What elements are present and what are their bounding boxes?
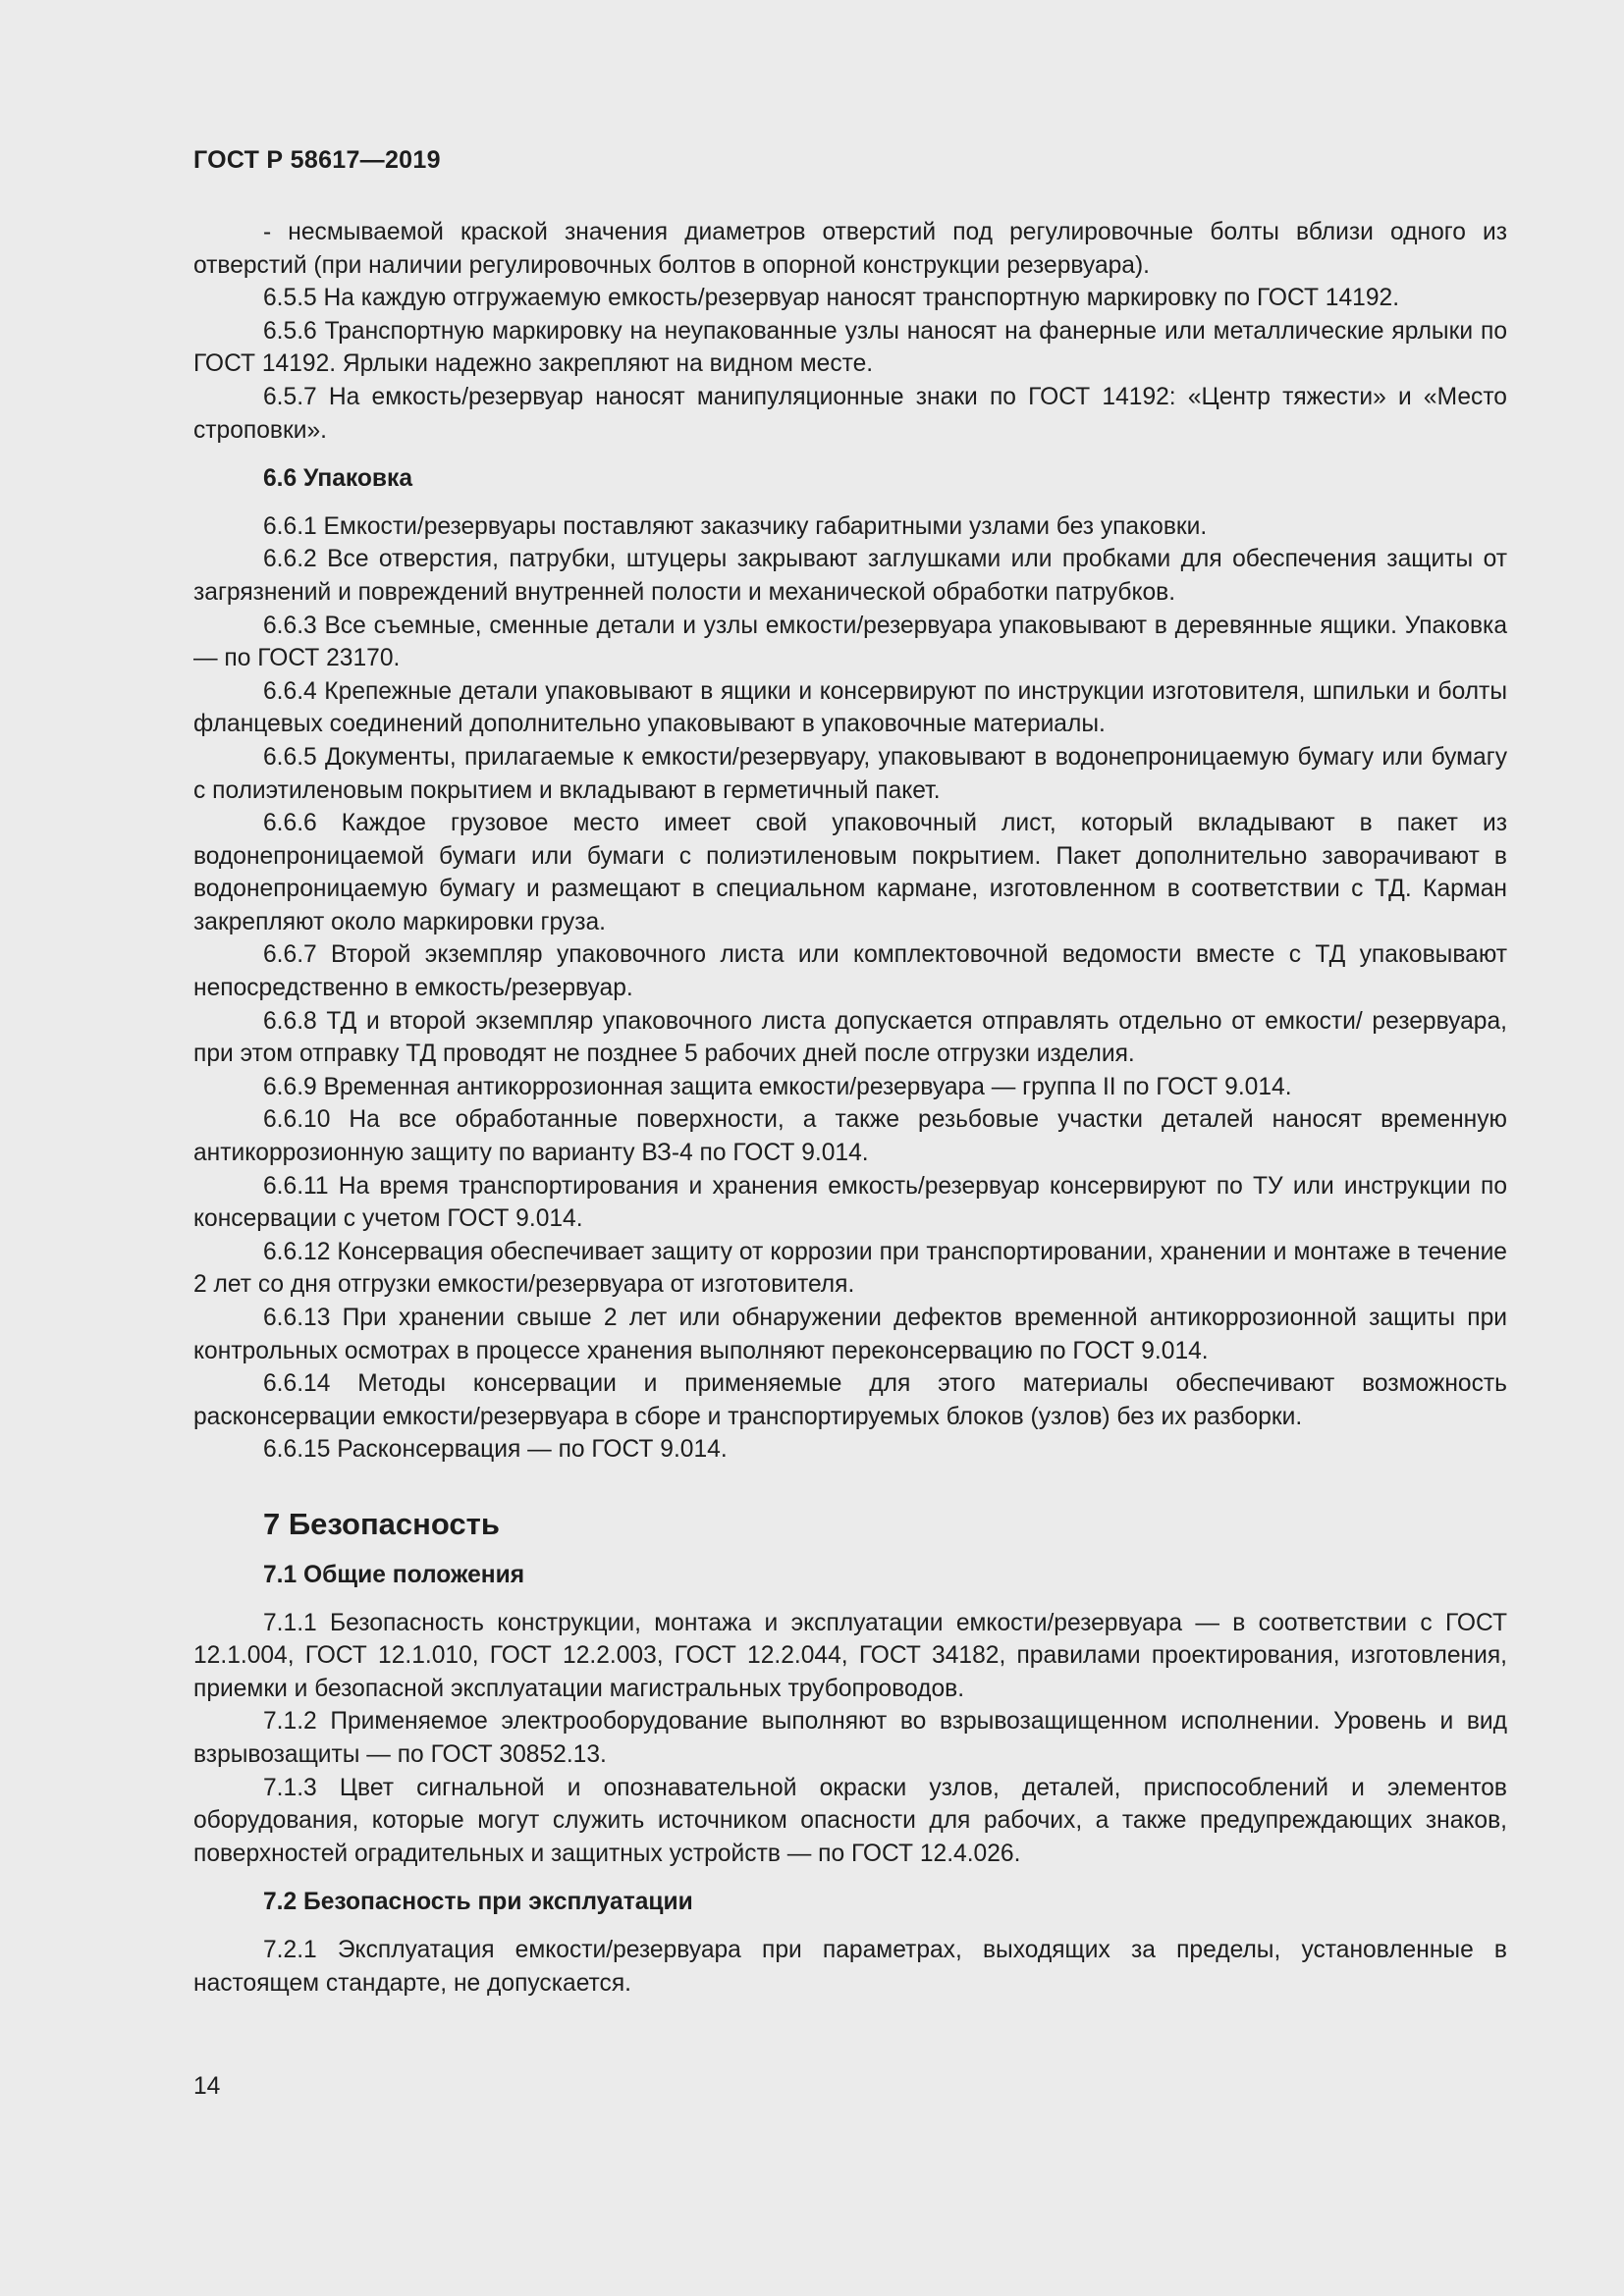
section-7-2-heading: 7.2 Безопасность при эксплуатации: [263, 1889, 693, 1916]
paragraph-6-6-15: 6.6.15 Расконсервация — по ГОСТ 9.014.: [263, 1436, 728, 1464]
page-number: 14: [193, 2073, 221, 2100]
paragraph-6-5-5: 6.5.5 На каждую отгружаемую емкость/резервуар наносят транспортную маркировку по ГОСТ 14192.: [263, 285, 1400, 312]
paragraph: - несмываемой краской значения диаметров отверстий под регулировочные болты вблизи одного из отверстий (при наличии регулировочных болтов в опорной конструкции резервуара).: [193, 219, 1507, 279]
document-header: ГОСТ Р 58617—2019: [193, 146, 441, 174]
paragraph-6-6-10: 6.6.10 На все обработанные поверхности, а также резьбовые участки деталей наносят временную антикоррозионную защиту по варианту ВЗ-4 по ГОСТ 9.014.: [193, 1106, 1507, 1167]
paragraph-7-1-2: 7.1.2 Применяемое электрооборудование выполняют во взрывозащищенном исполнении. Уровень и вид взрывозащиты — по ГОСТ 30852.13.: [193, 1708, 1507, 1768]
paragraph-6-6-8: 6.6.8 ТД и второй экземпляр упаковочного листа допускается отправлять отдельно от емкости/ резервуара, при этом отправку ТД проводят не позднее 5 рабочих дней после отгрузки изделия.: [193, 1007, 1507, 1068]
section-7-1-heading: 7.1 Общие положения: [263, 1561, 525, 1588]
paragraph-7-1-3: 7.1.3 Цвет сигнальной и опознавательной окраски узлов, деталей, приспособлений и элементов оборудования, которые могут служить источником опасности для рабочих, а также предупреждающих знаков, поверхностей оградительных и защитных устройств — по ГОСТ 12.4.026.: [193, 1774, 1507, 1867]
paragraph-6-6-4: 6.6.4 Крепежные детали упаковывают в ящики и консервируют по инструкции изготовителя, шпильки и болты фланцевых соединений дополнительно упаковывают в упаковочные материалы.: [193, 677, 1507, 738]
section-6-6-heading: 6.6 Упаковка: [263, 465, 413, 493]
paragraph-6-6-11: 6.6.11 На время транспортирования и хранения емкость/резервуар консервируют по ТУ или инструкции по консервации с учетом ГОСТ 9.014.: [193, 1172, 1507, 1233]
document-page: [193, 145, 1507, 2000]
paragraph-6-6-12: 6.6.12 Консервация обеспечивает защиту от коррозии при транспортировании, хранении и монтаже в течение 2 лет со дня отгрузки емкости/резервуара от изготовителя.: [193, 1238, 1507, 1299]
section-7-heading: 7 Безопасность: [263, 1506, 500, 1541]
paragraph-6-6-9: 6.6.9 Временная антикоррозионная защита емкости/резервуара — группа II по ГОСТ 9.014.: [263, 1073, 1292, 1100]
paragraph-6-6-13: 6.6.13 При хранении свыше 2 лет или обнаружении дефектов временной антикоррозионной защиты при контрольных осмотрах в процессе хранения выполняют переконсервацию по ГОСТ 9.014.: [193, 1305, 1507, 1364]
paragraph-7-2-1: 7.2.1 Эксплуатация емкости/резервуара при параметрах, выходящих за пределы, установленные в настоящем стандарте, не допускается.: [193, 1936, 1507, 1997]
section-7: [193, 1506, 1507, 2000]
paragraph-6-6-14: 6.6.14 Методы консервации и применяемые для этого материалы обеспечивают возможность расконсервации емкости/резервуара в сборе и транспортируемых блоков (узлов) без их разборки.: [193, 1370, 1507, 1430]
paragraph-6-5-6: 6.5.6 Транспортную маркировку на неупакованные узлы наносят на фанерные или металлические ярлыки по ГОСТ 14192. Ярлыки надежно закрепляют на видном месте.: [193, 317, 1507, 378]
paragraph-6-6-6: 6.6.6 Каждое грузовое место имеет свой упаковочный лист, который вкладывают в пакет из водонепроницаемой бумаги или бумаги с полиэтиленовым покрытием. Пакет дополнительно заворачивают в водонепроницаемую бумагу и размещают в специальном кармане, изготовленном в соответствии с ТД. Карман закрепляют около маркировки груза.: [193, 810, 1507, 935]
paragraph-6-6-5: 6.6.5 Документы, прилагаемые к емкости/резервуару, упаковывают в водонепроницаемую бумагу или бумагу с полиэтиленовым покрытием и вкладывают в герметичный пакет.: [193, 743, 1507, 804]
paragraph-7-1-1: 7.1.1 Безопасность конструкции, монтажа и эксплуатации емкости/резервуара — в соответствии с ГОСТ 12.1.004, ГОСТ 12.1.010, ГОСТ 12.2.003, ГОСТ 12.2.044, ГОСТ 34182, правилами проектирования, изготовления, приемки и безопасной эксплуатации магистральных трубопроводов.: [193, 1609, 1507, 1702]
paragraph-6-6-7: 6.6.7 Второй экземпляр упаковочного листа или комплектовочной ведомости вместе с ТД упаковывают непосредственно в емкость/резервуар.: [193, 941, 1507, 1002]
paragraph-6-6-3: 6.6.3 Все съемные, сменные детали и узлы емкости/резервуара упаковывают в деревянные ящики. Упаковка — по ГОСТ 23170.: [193, 612, 1507, 672]
paragraph-6-6-2: 6.6.2 Все отверстия, патрубки, штуцеры закрывают заглушками или пробками для обеспечения защиты от загрязнений и повреждений внутренней полости и механической обработки патрубков.: [193, 546, 1507, 606]
paragraph-6-5-7: 6.5.7 На емкость/резервуар наносят манипуляционные знаки по ГОСТ 14192: «Центр тяжести» и «Место строповки».: [193, 383, 1507, 444]
section-6-6: [193, 462, 1507, 1467]
marking-continuation: [193, 216, 1507, 447]
paragraph-6-6-1: 6.6.1 Емкости/резервуары поставляют заказчику габаритными узлами без упаковки.: [263, 512, 1208, 540]
